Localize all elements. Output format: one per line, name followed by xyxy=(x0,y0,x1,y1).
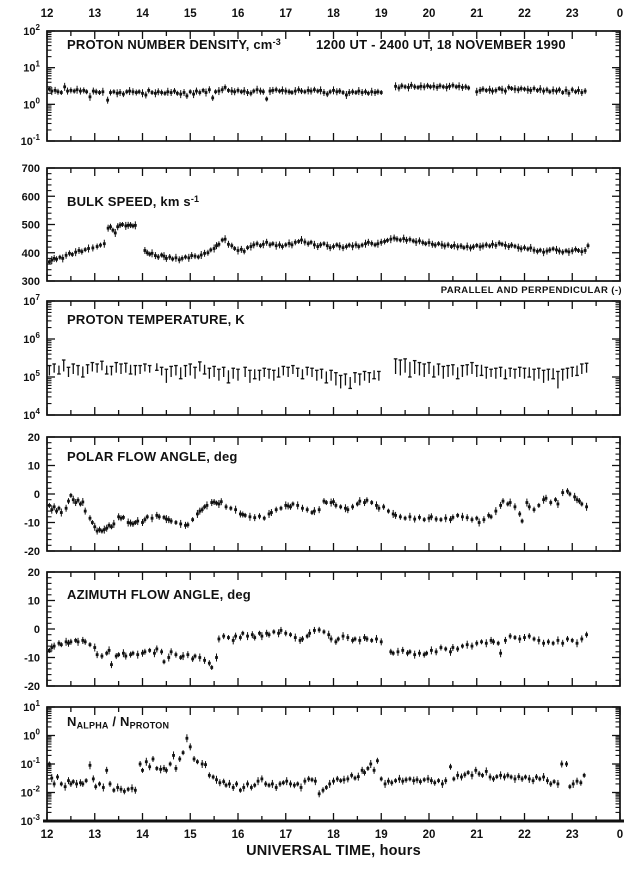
svg-text:23: 23 xyxy=(565,829,579,841)
svg-text:12: 12 xyxy=(40,829,54,841)
svg-text:20: 20 xyxy=(422,829,436,841)
svg-text:101: $10^1$ xyxy=(23,699,40,714)
svg-text:107: $10^7$ xyxy=(23,293,40,308)
svg-text:0: 0 xyxy=(616,829,624,841)
svg-text:102: $10^2$ xyxy=(23,23,40,38)
panel-alpha-proton-ratio-points xyxy=(48,734,586,797)
svg-text:15: 15 xyxy=(183,8,197,20)
svg-text:100: $10^0$ xyxy=(23,96,40,112)
panel-proton-temperature-points xyxy=(48,359,589,389)
svg-text:105: $10^5$ xyxy=(23,369,40,384)
svg-text:13: 13 xyxy=(88,8,102,20)
svg-text:22: 22 xyxy=(518,829,531,841)
svg-text:10: 10 xyxy=(27,595,40,608)
panel-title-alpha-proton-ratio xyxy=(67,714,169,731)
svg-text:12: 12 xyxy=(40,8,54,20)
panel-title-proton-density xyxy=(67,37,281,52)
svg-text:-10: -10 xyxy=(24,652,40,665)
bottom-axis-labels xyxy=(41,829,624,841)
svg-text:0: 0 xyxy=(616,8,624,20)
panel-title-text: / N xyxy=(108,714,130,729)
svg-text:-10: -10 xyxy=(24,517,40,530)
x-axis-title: UNIVERSAL TIME, hours xyxy=(246,843,421,859)
panel-title-polar-flow-angle xyxy=(67,449,238,464)
svg-text:104: $10^4$ xyxy=(23,407,40,422)
svg-text:0: 0 xyxy=(33,489,40,501)
svg-text:17: 17 xyxy=(279,829,293,841)
svg-text:20: 20 xyxy=(422,8,436,20)
svg-text:13: 13 xyxy=(88,829,102,841)
svg-text:18: 18 xyxy=(327,829,340,841)
panel-proton-number-density-points xyxy=(48,82,587,104)
panel-title-text: PROTON TEMPERATURE, K xyxy=(67,312,245,327)
svg-text:10-1: $10^{-1}$ xyxy=(20,133,40,148)
svg-text:600: 600 xyxy=(21,191,40,204)
figure-title: 1200 UT - 2400 UT, 18 NOVEMBER 1990 xyxy=(316,37,566,52)
panel-proton-temperature-y-labels xyxy=(23,293,40,422)
svg-text:16: 16 xyxy=(231,829,245,841)
svg-text:18: 18 xyxy=(327,8,340,20)
panel-title-bulk-speed xyxy=(67,194,199,209)
svg-text:10-1: $10^{-1}$ xyxy=(20,756,40,771)
panel-polar-flow-angle-y-labels xyxy=(24,432,40,558)
top-axis-labels xyxy=(41,8,624,20)
panel-title-superscript: -1 xyxy=(190,194,200,204)
panel-title-text: PROTON NUMBER DENSITY, cm xyxy=(67,37,273,52)
panel-title-azimuth-flow-angle xyxy=(67,587,251,602)
panel-azimuth-flow-angle-points xyxy=(48,627,588,670)
svg-text:20: 20 xyxy=(27,432,40,444)
panel-alpha-proton-ratio-y-labels xyxy=(21,699,41,828)
svg-text:700: 700 xyxy=(21,163,40,175)
panel-bulk-speed-points xyxy=(48,221,589,264)
svg-text:10-3: $10^{-3}$ xyxy=(20,813,40,828)
panel-title-superscript: -3 xyxy=(272,37,281,47)
svg-text:14: 14 xyxy=(136,8,149,20)
svg-text:-20: -20 xyxy=(24,681,40,693)
svg-text:22: 22 xyxy=(518,8,531,20)
svg-text:20: 20 xyxy=(27,567,40,579)
svg-text:15: 15 xyxy=(183,829,197,841)
svg-text:100: $10^0$ xyxy=(23,727,40,743)
svg-text:19: 19 xyxy=(374,8,388,20)
svg-text:10: 10 xyxy=(27,460,40,473)
svg-text:0: 0 xyxy=(33,624,40,636)
svg-text:14: 14 xyxy=(136,829,149,841)
panel-title-text: AZIMUTH FLOW ANGLE, deg xyxy=(67,587,251,602)
panel-bulk-speed-y-labels xyxy=(22,163,40,288)
panel-title-text: POLAR FLOW ANGLE, deg xyxy=(67,449,238,464)
svg-text:500: 500 xyxy=(21,219,40,232)
svg-text:19: 19 xyxy=(374,829,388,841)
panel-title-subscript: PROTON xyxy=(129,720,170,731)
svg-text:10-2: $10^{-2}$ xyxy=(20,784,40,800)
svg-text:400: 400 xyxy=(21,247,40,260)
panel-title-text: N xyxy=(67,714,77,729)
svg-text:16: 16 xyxy=(231,8,245,20)
svg-text:23: 23 xyxy=(565,8,579,20)
panel-proton-number-density-y-labels xyxy=(21,23,41,148)
panel-title-proton-temperature xyxy=(67,312,245,327)
svg-text:-20: -20 xyxy=(24,546,40,558)
svg-text:101: $10^1$ xyxy=(23,59,40,75)
svg-text:21: 21 xyxy=(470,829,484,841)
svg-text:106: $10^6$ xyxy=(23,331,40,346)
svg-text:21: 21 xyxy=(470,8,484,20)
svg-text:17: 17 xyxy=(279,8,293,20)
panel-polar-flow-angle-points xyxy=(48,488,588,534)
panel-title-subscript: ALPHA xyxy=(76,720,109,731)
panel-title-text: BULK SPEED, km s xyxy=(67,194,191,209)
panel-azimuth-flow-angle-y-labels xyxy=(24,567,40,693)
annotation-parallel-perpendicular: PARALLEL AND PERPENDICULAR (-) xyxy=(440,285,622,296)
svg-text:300: 300 xyxy=(21,276,40,288)
